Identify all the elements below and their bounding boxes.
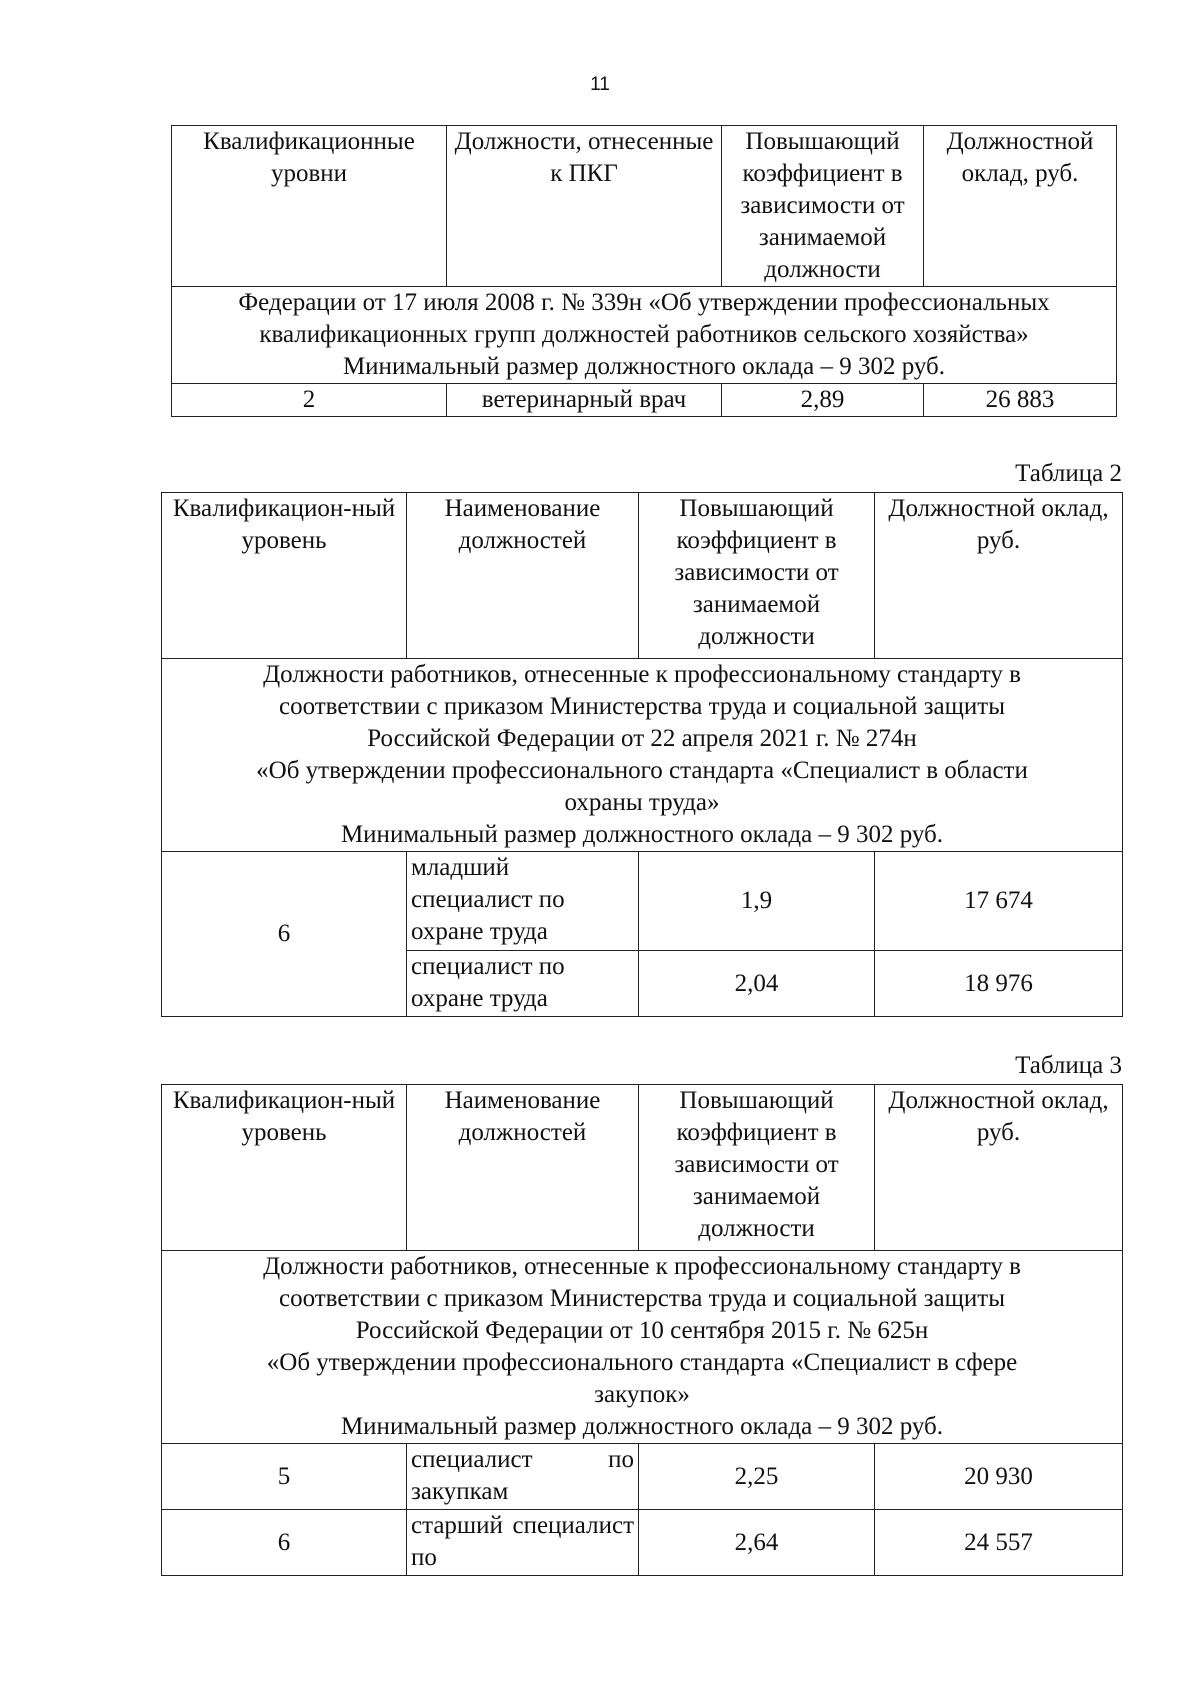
salary-cell: 26 883 <box>924 384 1117 417</box>
section-line: квалификационных групп должностей работников сельского хозяйства» <box>259 321 1029 348</box>
position-cell: ветеринарный врач <box>447 384 722 417</box>
section-cell <box>172 287 1117 384</box>
section-line: Должности работников, отнесенные к профессиональному стандарту в <box>263 661 1021 688</box>
salary-cell: 18 976 <box>875 951 1123 1017</box>
level-cell: 6 <box>162 1510 407 1576</box>
page-number: 11 <box>590 74 610 95</box>
position-cell: младший специалист по охране труда <box>407 852 639 951</box>
table-2 <box>161 492 1123 1017</box>
section-cell <box>162 1251 1123 1444</box>
header-cell: Повышающий коэффициент в зависимости от занимаемой должности <box>722 126 924 287</box>
header-cell: Квалификацион-ный уровень <box>162 1085 407 1251</box>
section-line: Минимальный размер должностного оклада – 9 302 руб. <box>342 353 946 380</box>
section-row <box>162 659 1123 852</box>
header-cell: Повышающий коэффициент в зависимости от занимаемой должности <box>639 493 875 659</box>
section-line: Российской Федерации от 22 апреля 2021 г. № 274н <box>367 725 917 752</box>
section-row <box>162 1251 1123 1444</box>
table-1 <box>171 125 1117 417</box>
table-header-row <box>172 126 1117 287</box>
position-cell: старший специалист по <box>407 1510 639 1576</box>
coef-cell: 2,64 <box>639 1510 875 1576</box>
section-line: Федерации от 17 июля 2008 г. № 339н «Об утверждении профессиональных <box>238 289 1050 316</box>
position-cell: специалист по охране труда <box>407 951 639 1017</box>
header-cell: Должности, отнесенные к ПКГ <box>447 126 722 287</box>
section-line: Минимальный размер должностного оклада – 9 302 руб. <box>340 1413 944 1440</box>
coef-cell: 2,25 <box>639 1444 875 1510</box>
header-cell: Квалификацион-ный уровень <box>162 493 407 659</box>
level-cell: 6 <box>162 852 407 1017</box>
table-row <box>162 852 1123 951</box>
section-row <box>172 287 1117 384</box>
table-2-caption: Таблица 2 <box>1015 460 1122 487</box>
salary-cell: 17 674 <box>875 852 1123 951</box>
table-header-row <box>162 1085 1123 1251</box>
section-line: соответствии с приказом Министерства труда и социальной защиты <box>278 1285 1006 1312</box>
section-line: закупок» <box>594 1381 690 1408</box>
header-cell: Наименование должностей <box>407 1085 639 1251</box>
coef-cell: 1,9 <box>639 852 875 951</box>
table-3 <box>161 1084 1123 1576</box>
table-row <box>162 1444 1123 1510</box>
header-cell: Должностной оклад, руб. <box>875 493 1123 659</box>
table-row <box>162 1510 1123 1576</box>
section-line: Российской Федерации от 10 сентября 2015 г. № 625н <box>355 1317 929 1344</box>
table-3-caption: Таблица 3 <box>1015 1052 1122 1079</box>
section-cell <box>162 659 1123 852</box>
table-row <box>172 384 1117 417</box>
header-cell: Квалификационные уровни <box>172 126 447 287</box>
level-cell: 5 <box>162 1444 407 1510</box>
section-line: Минимальный размер должностного оклада – 9 302 руб. <box>340 821 944 848</box>
header-cell: Наименование должностей <box>407 493 639 659</box>
section-line: Должности работников, отнесенные к профессиональному стандарту в <box>263 1253 1021 1280</box>
section-line: охраны труда» <box>564 789 720 816</box>
header-cell: Повышающий коэффициент в зависимости от занимаемой должности <box>639 1085 875 1251</box>
coef-cell: 2,89 <box>722 384 924 417</box>
coef-cell: 2,04 <box>639 951 875 1017</box>
header-cell: Должностной оклад, руб. <box>924 126 1117 287</box>
salary-cell: 24 557 <box>875 1510 1123 1576</box>
salary-cell: 20 930 <box>875 1444 1123 1510</box>
table-header-row <box>162 493 1123 659</box>
header-cell: Должностной оклад, руб. <box>875 1085 1123 1251</box>
section-line: соответствии с приказом Министерства труда и социальной защиты <box>278 693 1006 720</box>
position-cell: специалист по закупкам <box>407 1444 639 1510</box>
level-cell: 2 <box>172 384 447 417</box>
section-line: «Об утверждении профессионального стандарта «Специалист в области <box>256 757 1028 784</box>
section-line: «Об утверждении профессионального стандарта «Специалист в сфере <box>266 1349 1018 1376</box>
